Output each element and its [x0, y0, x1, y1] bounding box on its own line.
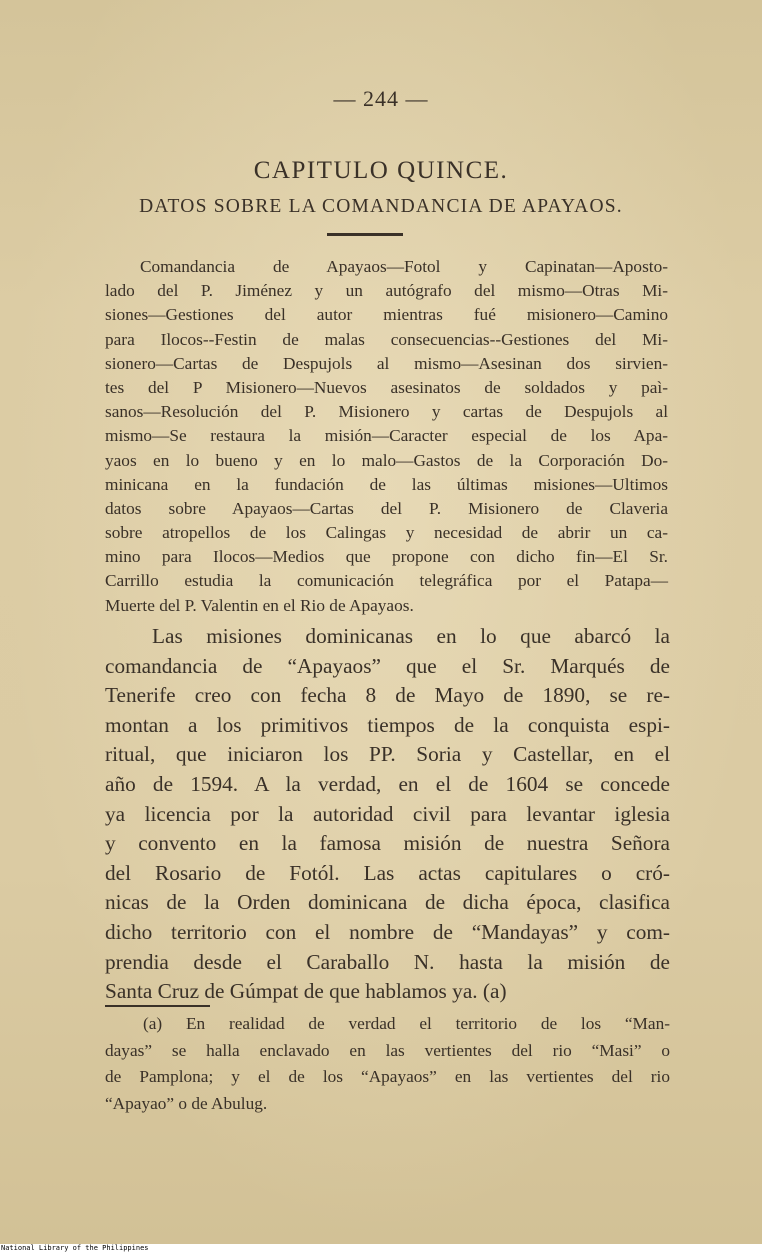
- footnote-line: dayas” se halla enclavado en las vertientes del rio “Masi” o: [105, 1040, 670, 1060]
- summary-line: mismo—Se restaura la misión—Caracter especial de los Apa-: [105, 426, 668, 446]
- summary-line: Muerte del P. Valentin en el Rio de Apayaos.: [105, 595, 414, 615]
- body-line: ya licencia por la autoridad civil para levantar iglesia: [105, 801, 670, 826]
- body-line: montan a los primitivos tiempos de la conquista espi-: [105, 712, 670, 737]
- body-paragraph: [105, 622, 670, 1007]
- library-watermark: National Library of the Philippines: [1, 1244, 152, 1253]
- body-line: y convento en la famosa misión de nuestra Señora: [105, 831, 670, 856]
- body-line: nicas de la Orden dominicana de dicha época, clasifica: [105, 890, 670, 915]
- summary-line: para Ilocos--Festin de malas consecuencias--Gestiones del Mi-: [105, 329, 668, 349]
- chapter-title: CAPITULO QUINCE.: [253, 157, 509, 184]
- summary-line: yaos en lo bueno y en lo malo—Gastos de la Corporación Do-: [105, 450, 668, 470]
- footnote-divider: [105, 1005, 210, 1007]
- summary-line: mino para Ilocos—Medios que propone con dicho fin—El Sr.: [105, 547, 668, 567]
- footnote-line: (a) En realidad de verdad el territorio de los “Man-: [143, 1014, 670, 1033]
- summary-line: siones—Gestiones del autor mientras fué misionero—Camino: [105, 305, 668, 325]
- summary-line: Comandancia de Apayaos—Fotol y Capinatan—Aposto-: [140, 257, 668, 276]
- body-line: del Rosario de Fotól. Las actas capitulares o cró-: [105, 860, 670, 885]
- footnote-line: “Apayao” o de Abulug.: [105, 1093, 268, 1113]
- body-line: Las misiones dominicanas en lo que abarcó la: [152, 624, 670, 648]
- chapter-summary: [105, 255, 668, 618]
- summary-line: minicana en la fundación de las últimas misiones—Ultimos: [105, 474, 668, 494]
- summary-line: sionero—Cartas de Despujols al mismo—Asesinan dos sirvien-: [105, 353, 668, 373]
- body-line: ritual, que iniciaron los PP. Soria y Castellar, en el: [105, 742, 670, 767]
- summary-line: datos sobre Apayaos—Cartas del P. Misionero de Claveria: [105, 498, 668, 518]
- summary-line: Carrillo estudia la comunicación telegráfica por el Patapa—: [105, 571, 668, 591]
- body-line: Santa Cruz de Gúmpat de que hablamos ya. (a): [105, 979, 507, 1004]
- body-line: dicho territorio con el nombre de “Mandayas” y com-: [105, 919, 670, 944]
- summary-line: tes del P Misionero—Nuevos asesinatos de soldados y paì-: [105, 377, 668, 397]
- summary-line: sanos—Resolución del P. Misionero y cartas de Despujols al: [105, 402, 668, 422]
- summary-line: sobre atropellos de los Calingas y necesidad de abrir un ca-: [105, 523, 668, 543]
- body-line: prendia desde el Caraballo N. hasta la misión de: [105, 949, 670, 974]
- chapter-subtitle: DATOS SOBRE LA COMANDANCIA DE APAYAOS.: [139, 196, 623, 217]
- summary-line: lado del P. Jiménez y un autógrafo del mismo—Otras Mi-: [105, 281, 668, 301]
- body-line: comandancia de “Apayaos” que el Sr. Marqués de: [105, 653, 670, 678]
- footnote: [105, 1011, 670, 1117]
- footnote-line: de Pamplona; y el de los “Apayaos” en las vertientes del rio: [105, 1067, 670, 1086]
- body-line: año de 1594. A la verdad, en el de 1604 se concede: [105, 771, 670, 796]
- body-line: Tenerife creo con fecha 8 de Mayo de 1890, se re-: [105, 683, 670, 708]
- title-divider: [327, 233, 403, 236]
- page-number: — 244 —: [333, 86, 429, 111]
